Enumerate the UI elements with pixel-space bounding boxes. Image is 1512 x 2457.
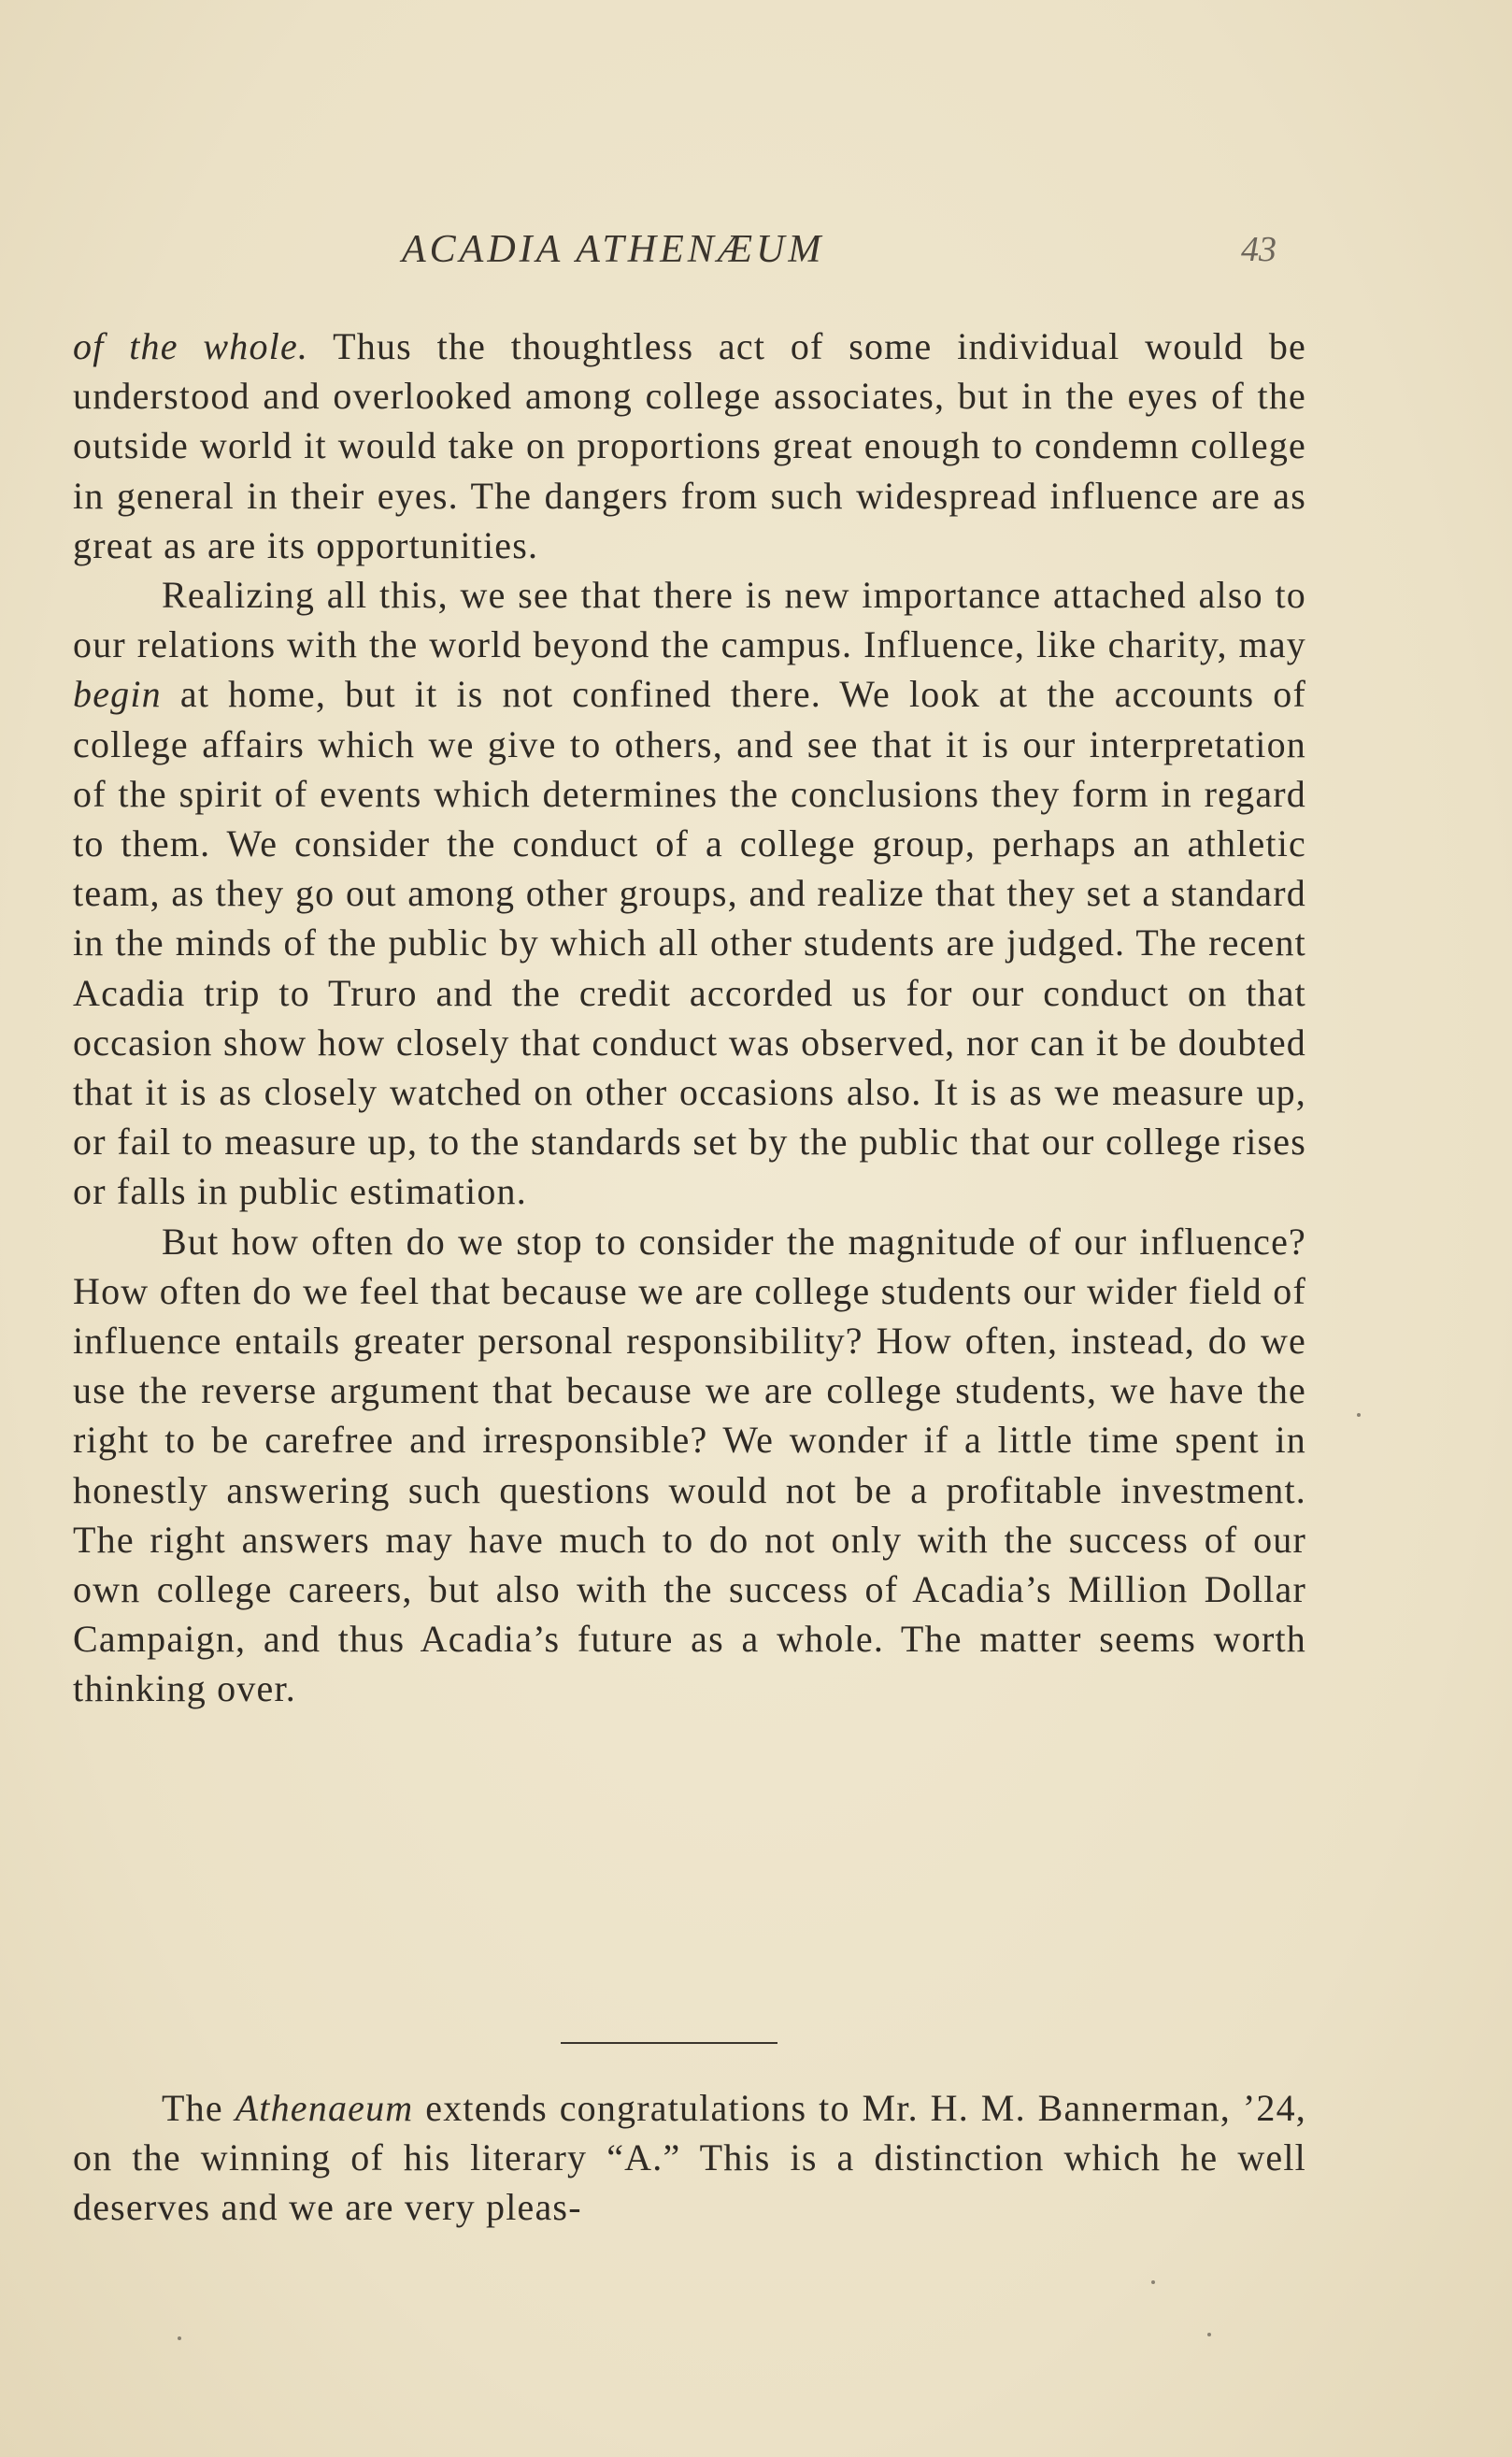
paragraph-1: [73, 321, 1306, 570]
paragraph-2-italic: begin: [73, 673, 162, 716]
paragraph-3: [73, 1217, 1306, 1714]
paragraph-2-text-a: Realizing all this, we see that there is new importance attached also to our relations with the world beyond the campus. Influence, like charity, may: [73, 574, 1306, 666]
article-body: [73, 321, 1306, 1714]
paper-speck: [1357, 1413, 1361, 1417]
running-header: [0, 227, 1512, 283]
paragraph-1-text: Thus the thoughtless act of some individual would be understood and overlooked among college associates, but in the eyes of the outside world it would take on proportions great enough to condemn college in general in their eyes. The dangers from such widespread influence are as great as are its opportunities.: [73, 325, 1306, 566]
paper-speck: [1207, 2333, 1211, 2336]
running-title: ACADIA ATHENÆUM: [402, 228, 825, 271]
notice-text-b: extends congratulations to Mr. H. M. Bannerman, ’24, on the winning of his literary “A.” This is a distinction which he well deserves and we are very pleas-: [73, 2087, 1306, 2229]
paragraph-2-text-b: at home, but it is not confined there. We look at the accounts of college affairs which we give to others, and see that it is our interpretation of the spirit of events which determines the conclusions they form in regard to them. We consider the conduct of a college group, perhaps an athletic team, as they go out among other groups, and realize that they set a standard in the minds of the public by which all other students are judged. The recent Acadia trip to Truro and the credit accorded us for our conduct on that occasion show how closely that conduct was observed, nor can it be doubted that it is as closely watched on other occasions also. It is as we measure up, or fail to measure up, to the standards set by the public that our college rises or falls in public estimation.: [73, 673, 1306, 1213]
notice-text-a: The: [162, 2087, 235, 2129]
section-divider: [561, 2042, 777, 2044]
page-number: 43: [1241, 230, 1277, 269]
notice-section: [73, 2083, 1306, 2233]
paragraph-1-italic-lead: of the whole.: [73, 325, 309, 367]
paragraph-2: [73, 570, 1306, 1217]
notice-paragraph: [73, 2083, 1306, 2233]
paper-speck: [1151, 2280, 1155, 2284]
paper-speck: [178, 2336, 181, 2340]
notice-italic: Athenaeum: [235, 2087, 414, 2129]
paragraph-3-text: But how often do we stop to consider the magnitude of our influence? How often do we feel that because we are college students our wider field of influence entails greater personal responsibility? How often, instead, do we use the reverse argument that because we are college students, we have the right to be carefree and irresponsible? We wonder if a little time spent in honestly answering such questions would not be a profitable investment. The right answers may have much to do not only with the success of our own college careers, but also with the success of Acadia’s Million Dollar Campaign, and thus Acadia’s future as a whole. The matter seems worth thinking over.: [73, 1220, 1306, 1710]
